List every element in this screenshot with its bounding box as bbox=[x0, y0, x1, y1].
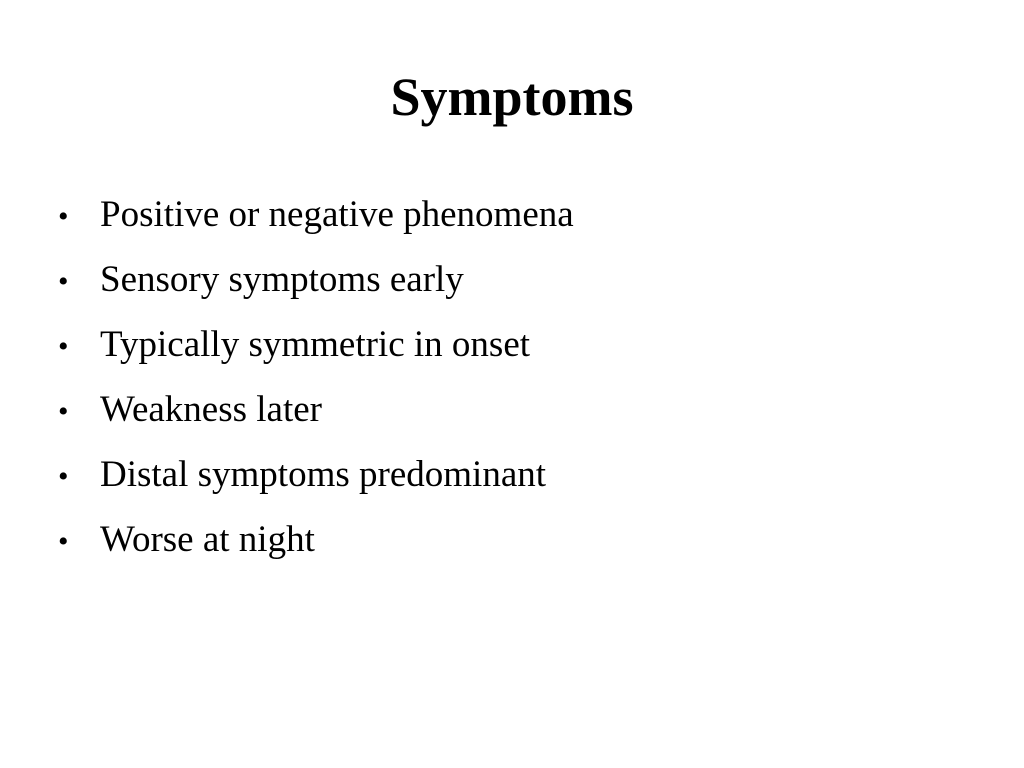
bullet-text: Typically symmetric in onset bbox=[100, 324, 531, 365]
bullet-text: Distal symptoms predominant bbox=[100, 454, 547, 495]
bullet-icon: • bbox=[58, 265, 69, 298]
bullet-text: Worse at night bbox=[100, 519, 315, 560]
bullet-item-3 bbox=[58, 317, 978, 382]
bullet-item-5 bbox=[58, 447, 978, 512]
bullet-text: Weakness later bbox=[100, 389, 322, 430]
bullet-icon: • bbox=[58, 395, 69, 428]
bullet-list bbox=[58, 187, 978, 577]
bullet-text: Sensory symptoms early bbox=[100, 259, 464, 300]
bullet-icon: • bbox=[58, 330, 69, 363]
bullet-item-1 bbox=[58, 187, 978, 252]
bullet-item-6 bbox=[58, 512, 978, 577]
slide-title: Symptoms bbox=[390, 67, 634, 127]
bullet-icon: • bbox=[58, 200, 69, 233]
bullet-item-2 bbox=[58, 252, 978, 317]
bullet-text: Positive or negative phenomena bbox=[100, 194, 574, 235]
bullet-icon: • bbox=[58, 460, 69, 493]
bullet-item-4 bbox=[58, 382, 978, 447]
bullet-icon: • bbox=[58, 525, 69, 558]
